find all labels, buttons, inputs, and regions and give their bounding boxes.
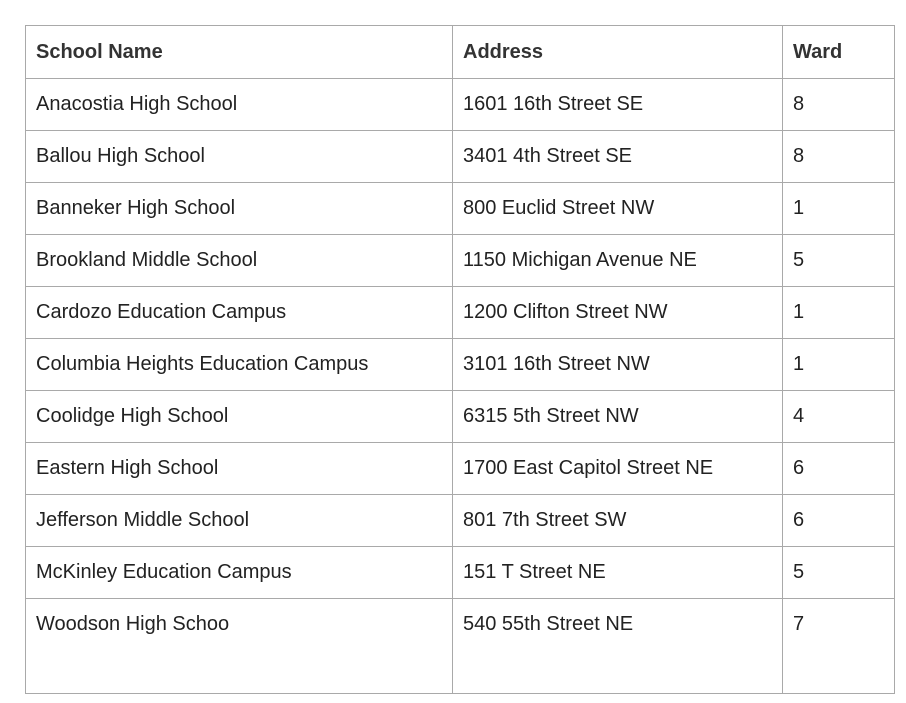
ward-cell: 1 xyxy=(783,183,895,235)
table-row xyxy=(26,339,895,391)
address-cell: 1200 Clifton Street NW xyxy=(453,287,783,339)
header-row xyxy=(26,26,895,79)
table-row xyxy=(26,235,895,287)
table-row xyxy=(26,79,895,131)
school-name-cell: Anacostia High School xyxy=(26,79,453,131)
address-cell: 800 Euclid Street NW xyxy=(453,183,783,235)
school-name-cell: Columbia Heights Education Campus xyxy=(26,339,453,391)
ward-cell: 1 xyxy=(783,287,895,339)
school-name-cell: Ballou High School xyxy=(26,131,453,183)
school-name-cell: Banneker High School xyxy=(26,183,453,235)
table-row xyxy=(26,287,895,339)
column-header-address: Address xyxy=(453,26,783,79)
ward-cell: 8 xyxy=(783,79,895,131)
address-cell: 3401 4th Street SE xyxy=(453,131,783,183)
school-name-cell: Woodson High Schoo xyxy=(26,599,453,694)
ward-cell: 1 xyxy=(783,339,895,391)
table-row xyxy=(26,495,895,547)
ward-cell: 4 xyxy=(783,391,895,443)
ward-cell: 7 xyxy=(783,599,895,694)
column-header-school-name: School Name xyxy=(26,26,453,79)
address-cell: 801 7th Street SW xyxy=(453,495,783,547)
school-name-cell: Coolidge High School xyxy=(26,391,453,443)
school-name-cell: Brookland Middle School xyxy=(26,235,453,287)
schools-table xyxy=(25,25,895,694)
school-name-cell: Cardozo Education Campus xyxy=(26,287,453,339)
column-header-ward: Ward xyxy=(783,26,895,79)
ward-cell: 6 xyxy=(783,495,895,547)
ward-cell: 8 xyxy=(783,131,895,183)
table-row xyxy=(26,547,895,599)
table-row xyxy=(26,391,895,443)
address-cell: 1150 Michigan Avenue NE xyxy=(453,235,783,287)
table-row xyxy=(26,131,895,183)
table-row xyxy=(26,599,895,694)
ward-cell: 6 xyxy=(783,443,895,495)
school-name-cell: Jefferson Middle School xyxy=(26,495,453,547)
table-body xyxy=(26,79,895,694)
address-cell: 1700 East Capitol Street NE xyxy=(453,443,783,495)
address-cell: 151 T Street NE xyxy=(453,547,783,599)
address-cell: 3101 16th Street NW xyxy=(453,339,783,391)
ward-cell: 5 xyxy=(783,235,895,287)
table-row xyxy=(26,183,895,235)
address-cell: 1601 16th Street SE xyxy=(453,79,783,131)
table-row xyxy=(26,443,895,495)
school-name-cell: McKinley Education Campus xyxy=(26,547,453,599)
address-cell: 540 55th Street NE xyxy=(453,599,783,694)
ward-cell: 5 xyxy=(783,547,895,599)
school-name-cell: Eastern High School xyxy=(26,443,453,495)
table-header xyxy=(26,26,895,79)
address-cell: 6315 5th Street NW xyxy=(453,391,783,443)
